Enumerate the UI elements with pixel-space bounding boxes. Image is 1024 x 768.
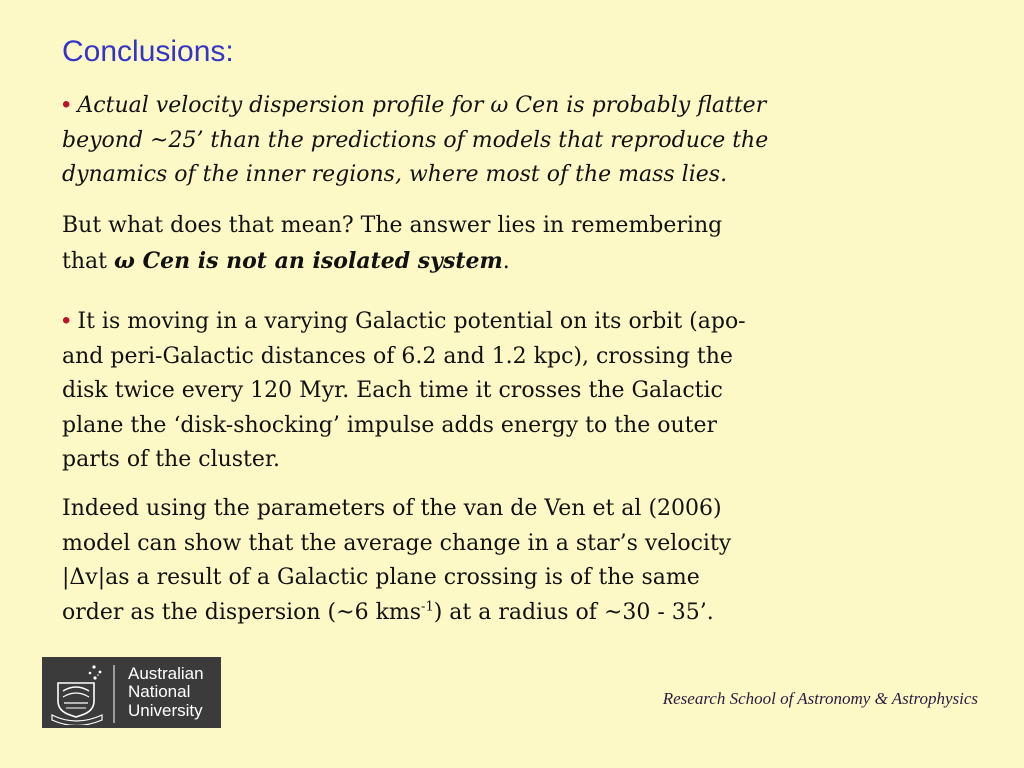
paragraph3-line4: plane the ‘disk-shocking’ impulse adds energy to the outer — [62, 412, 718, 438]
paragraph1-line1: Actual velocity dispersion profile for ω Cen is probably flatter — [77, 93, 767, 118]
paragraph-van-de-ven-model — [62, 492, 942, 630]
anu-wordmark — [128, 665, 204, 721]
paragraph3-line1: It is moving in a varying Galactic potential on its orbit (apo- — [70, 309, 746, 334]
slide-title: Conclusions: — [62, 35, 234, 68]
paragraph4-line3: |Δv|as a result of a Galactic plane crossing is of the same — [62, 565, 700, 590]
bullet-marker: • — [62, 307, 71, 334]
logo-line-2: National — [128, 682, 191, 702]
paragraph3-line3: disk twice every 120 Myr. Each time it crosses the Galactic — [62, 378, 723, 403]
paragraph4-last-prefix: order as the dispersion (~6 kms — [62, 599, 422, 625]
paragraph4-last-suffix: ) at a radius of ~30 - 35’. — [433, 599, 714, 625]
footer-school-name: Research School of Astronomy & Astrophysics — [662, 689, 978, 708]
anu-crest-icon — [50, 661, 122, 725]
paragraph-question — [62, 209, 942, 279]
paragraph3-line5: parts of the cluster. — [62, 447, 281, 472]
paragraph2-line1: But what does that mean? The answer lies in remembering — [62, 213, 723, 238]
paragraph-galactic-orbit — [62, 304, 942, 478]
paragraph4-line1: Indeed using the parameters of the van de Ven et al (2006) — [62, 496, 722, 521]
paragraph3-line2: and peri-Galactic distances of 6.2 and 1.2 kpc), crossing the — [62, 343, 733, 369]
paragraph1-line2: beyond ~25’ than the predictions of models that reproduce the — [62, 127, 769, 153]
paragraph1-line3: dynamics of the inner regions, where most of the mass lies. — [62, 162, 728, 187]
paragraph-velocity-dispersion — [62, 88, 942, 193]
paragraph4-superscript: -1 — [421, 599, 434, 615]
logo-line-1: Australian — [128, 663, 204, 683]
logo-line-3: University — [128, 700, 203, 720]
paragraph2-emphasis: ω Cen is not an isolated system — [113, 247, 503, 274]
paragraph2-suffix: . — [502, 248, 510, 274]
anu-logo — [42, 657, 221, 728]
paragraph2-prefix: that — [62, 248, 114, 274]
bullet-marker: • — [62, 91, 71, 118]
paragraph4-line2: model can show that the average change in a star’s velocity — [62, 530, 732, 556]
